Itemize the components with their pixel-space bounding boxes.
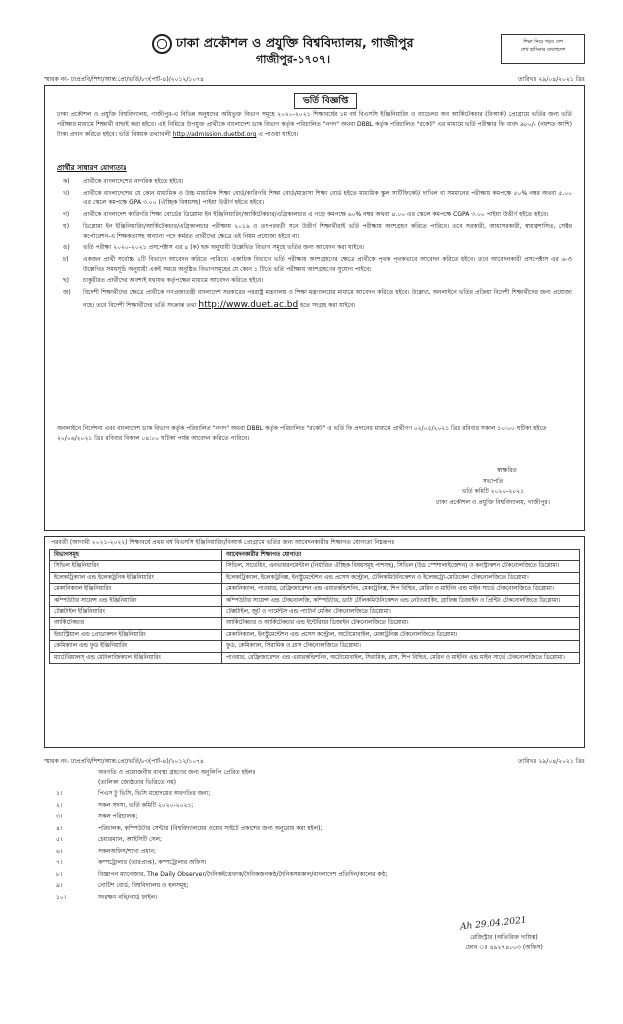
item-number: ৩।: [56, 813, 63, 821]
eligibility-item: [57, 189, 572, 208]
reference-line: [44, 76, 585, 84]
item-text: কম্পট্রোলার (ভারপ্রাপ্ত), কম্পট্রোলার অফিস।: [98, 859, 207, 867]
item-number: ৮।: [56, 870, 63, 878]
online-application-note: অনলাইনে নির্দেশনা এবং বাংলাদেশ ডাক বিভাগ কর্তৃক পরিচালিত "নগদ" অথবা DBBL কর্তৃক পরিচালিত "রকেট" এ ভর্তি ফি প্রদানের মাধ্যমে প্রার্থীগণ ০২/০৫/২০২১ খ্রিঃ রবিবার সকাল ১০:০০ ঘটিকা হইতে ২০/০৬/২০২১ খ্রিঃ রবিবার বিকাল ০৪:০০ ঘটিকা পর্যন্ত আবেদন করিতে পারিবে।: [57, 425, 547, 443]
list-item: [44, 871, 585, 883]
handwritten-signature: Ah 29.04.2021: [459, 915, 528, 933]
item-marker: ক): [63, 178, 70, 185]
intro-text: ঢাকা প্রকৌশল ও প্রযুক্তি বিশ্ববিদ্যালয়, গাজীপুর-এ বিভিন্ন অনুষদের অধিভুক্ত বিভাগ সমূহে ২০২০-২০২১ শিক্ষাবর্ষের ১ম বর্ষ বিএসসি ইঞ্জিনিয়ারিং ও ব্যাচেলর অব আর্কিটেকচার (বিআর্ক) প্রোগ্রামে ভর্তির জন্য ভর্তি পরীক্ষার মাধ্যমে শিক্ষার্থী বাছাই করা হইবে। এই নিমিত্তে উপযুক্ত প্রার্থীকে বাংলাদেশ ডাক বিভাগ কর্তৃক পরিচালিত "নগদ" অথবা DBBL কর্তৃক পরিচালিত "রকেট" এর মাধ্যমে ভর্তি পরীক্ষার ফি বাবদ ৯৮০/- (নয়শত আশি) টাকা প্রদান করিতে হইবে। ভর্তি বিষয়ক তথ্যাবলী: [57, 111, 572, 139]
eligibility-heading: প্রার্থীর সাধারণ যোগ্যতাঃ: [57, 164, 127, 172]
list-item: [44, 802, 585, 814]
committee-signature-block: [413, 466, 573, 508]
table-row: [50, 595, 580, 606]
item-text: সকলঅফিস/শাখা প্রধান;: [98, 847, 156, 855]
item-number: ২।: [56, 801, 63, 809]
item-text: একজন প্রার্থী সর্বোচ্চ ২টি বিভাগে আবেদন করিতে পারিবে। একাধিক বিভাগে ভর্তি পরীক্ষায় অংশগ্রহণের ক্ষেত্রে প্রার্থীকে পৃথক পৃথকভাবে আবেদন করিতে হইবে। তবে আবেদনকারী প্রসপেক্টাস এর ৬-ও উল্লেখিত সময়সূচি অনুযায়ী একই সময়ে অনুষ্ঠিত বিভাগসমূহের যে কোন ১ টিতে ভর্তি পরীক্ষায় অংশগ্রহণের সুযোগ পাইবে।: [83, 256, 572, 273]
item-marker: গ): [63, 211, 70, 219]
item-number: ৭।: [56, 859, 63, 867]
list-item: [44, 836, 585, 848]
table-intro: পরবর্তী (আগামী ২০২১-২০২২) শিক্ষাবর্ষে প্রথম বর্ষ বিএসসি ইঞ্জিনিয়ারিং/বিআর্ক প্রোগ্রামে ভর্তির জন্য আবেদনকারীর শিক্ষাগত যোগ্যতা নিম্নরূপঃ: [51, 539, 395, 546]
qualification-cell: কম্পিউটার সায়েন্স এন্ড টেকনোলজি, কম্পিউটার, ডাটা টেলিকমিউনিকেশন এন্ড নেটওয়ার্কিং, গ্রাফিক্স ডিজাইন ও প্রিন্টিং টেকনোলজিতে ডিপ্লোমা।: [222, 595, 580, 606]
chair-label: সভাপতি: [482, 477, 504, 485]
reference-number: স্মারক নং- ঢাপ্রপ্রবি/শিশা/আন্ত:প্রো/ভর্তি/৮৩(পার্ট-৪)/২০১২/১০৭৪: [44, 76, 204, 83]
eligibility-item: [57, 276, 572, 286]
item-number: ১০।: [56, 893, 66, 901]
item-text: বিদেশী শিক্ষার্থীদের ক্ষেত্রে প্রার্থীকে গণপ্রজাতন্ত্রী বাংলাদেশ সরকারের পররাষ্ট্র মন্ত্রণালয় ও শিক্ষা মন্ত্রণালয়ের মাধ্যমে আবেদন করিতে হইবে। উল্লেখ্য, অনলাইনে ভর্তির প্রক্রিয়া বিদেশী শিক্ষার্থীদের জন্য প্রযোজ্য নহে। তবে বিদেশী শিক্ষার্থীদের ভর্তি সংক্রান্ত তথ্য: [83, 289, 572, 309]
department-cell: মেকানিক্যাল ইঞ্জিনিয়ারিং: [50, 584, 222, 595]
department-cell: ইলেকট্রিক্যাল এন্ড ইলেকট্রনিক ইঞ্জিনিয়ারিং: [50, 572, 222, 583]
qualification-cell: ইলেকট্রিক্যাল, ইলেকট্রনিক্স, ইনস্ট্রুমেন্টেশন এন্ড প্রসেস কন্ট্রোল, টেলিকমিউনিকেশন ও ইলেকট্রো-মেডিকেল টেকনোলজিতে ডিপ্লোমা।: [222, 572, 580, 583]
registrar-block: [444, 933, 564, 952]
distribution-section: [44, 758, 585, 951]
qualification-table: [49, 549, 580, 664]
registrar-phone: ফোন ঃ ৪৯২৭৪০০৩ (অফিস): [465, 943, 543, 951]
eligibility-item: [57, 222, 572, 241]
notice-intro: [57, 110, 572, 141]
motto-line-1: শিক্ষা নিয়ে গড়ব দেশ: [523, 40, 563, 45]
eligibility-list: [57, 177, 572, 314]
reference-date: তারিখঃ ২৯/০৪/২০২১ খ্রিঃ: [518, 76, 585, 83]
eligibility-item: [57, 255, 572, 274]
item-marker: ঙ): [63, 244, 70, 252]
item-text: সকল সদস্য, ভর্তি কমিটি ২০২০-২০২১;: [98, 801, 194, 809]
list-item: [44, 790, 585, 802]
qualification-cell: আর্কিটেকচার ও আর্কিটেকচার এন্ড ইন্টেরিয়র ডিজাইন টেকনোলজিতে ডিপ্লোমা।: [222, 618, 580, 629]
department-cell: কম্পিউটার সায়েন্স এন্ড ইঞ্জিনিয়ারিং: [50, 595, 222, 606]
item-text: প্রার্থীকে বাংলাদেশ কারিগরি শিক্ষা বোর্ডের ডিপ্লোমা ইন ইঞ্জিনিয়ারিং/আর্কিটেকচার/এগ্রিকালচার এ গড়ে কমপক্ষে ৬০% নম্বর অথবা ৪.০০ এর স্কেলে কমপক্ষে CGPA ৩.০০ পাইয়া উত্তীর্ণ হইতে হইবে।: [83, 211, 549, 219]
distribution-reference-number: স্মারক নং- ঢাপ্রপ্রবি/শিশা/আন্ত:প্রো/ভর্তি/৮৩(পার্ট-৪)/২০১২/১০৭৪: [44, 758, 204, 765]
letterhead: [44, 0, 585, 70]
table-row: [50, 572, 580, 583]
qualification-cell: টেক্সটাইল, জুট ও গার্মেন্টস এন্ড প্যাটার্ন মেকিং টেকনোলজিতে ডিপ্লোমা।: [222, 607, 580, 618]
institution-label: ঢাকা প্রকৌশল ও প্রযুক্তি বিশ্ববিদ্যালয়, গাজীপুর।: [436, 498, 550, 506]
motto-box: [501, 34, 585, 64]
table-row: [50, 641, 580, 652]
admission-link[interactable]: http://admission.duetbd.org: [172, 131, 257, 139]
qualification-cell: সিভিল, সার্ভেয়িং, এনভায়রনমেন্টাল (নির্ধারিত ঐচ্ছিক বিষয়সমূহ পাশসহ), সিভিল (উড স্পেশালাইজেশন) ও কনস্ট্রাকশন টেকনোলজিতে ডিপ্লোমা।: [222, 561, 580, 572]
department-cell: ইন্ডাস্ট্রিয়াল এন্ড প্রোডাকশন ইঞ্জিনিয়ারিং: [50, 629, 222, 640]
distribution-line-1: অবগতি ও প্রয়োজনীয় ব্যবস্থা গ্রহণের জন্য অনুলিপি প্রেরিত হইলঃ: [98, 769, 256, 777]
table-row: [50, 618, 580, 629]
committee-label: ভর্তি কমিটি ২০২০-২০২১: [461, 488, 525, 495]
notice-title: ভর্তি বিজ্ঞপ্তি: [294, 93, 357, 109]
department-cell: টেক্সটাইল ইঞ্জিনিয়ারিং: [50, 607, 222, 618]
list-item: [44, 813, 585, 825]
eligibility-item: [57, 210, 572, 220]
item-text: প্রার্থীকে বাংলাদেশের নাগরিক হইতে হইবে।: [83, 178, 184, 185]
duet-website-link[interactable]: http://www.duet.ac.bd: [198, 299, 299, 310]
motto-line-2: শেখ হাসিনার বাংলাদেশ: [520, 47, 566, 53]
item-number: ১।: [56, 790, 63, 798]
qualification-cell: পাওয়ার, রেফ্রিজারেশন এন্ড এয়ারকন্ডিশনিং, অটোমোবাইল, সিরামিক, গ্লাস, শিপ বিল্ডিং, মেরিন ও মাইনিং এন্ড মাইন সার্ভে টেকনোলজিতে ডিপ্লোমা।: [222, 652, 580, 663]
signature-date: 29.04.2021: [474, 915, 528, 931]
item-marker: খ): [63, 189, 70, 197]
item-text: প্রার্থীকে বাংলাদেশের যে কোন মাধ্যমিক ও উচ্চ মাধ্যমিক শিক্ষা বোর্ড/কারিগরি শিক্ষা বোর্ড/মাদ্রাসা শিক্ষা বোর্ড হইতে মাধ্যমিক স্কুল সার্টিফিকেট/ দাখিল বা সমমানের পরীক্ষায় কমপক্ষে ৫০% নম্বর অথবা ৫.০০ এর স্কেলে কমপক্ষে GPA ৩.০০ (ঐচ্ছিক বিষয়সহ) পাইয়া উত্তীর্ণ হইতে হইবে।: [83, 189, 572, 207]
list-item: [44, 882, 585, 894]
department-cell: সিভিল ইঞ্জিনিয়ারিং: [50, 561, 222, 572]
distribution-line-2: (তালিকা জ্যেষ্ঠতার ভিত্তিতে নয়): [98, 778, 176, 786]
admission-notice: [44, 85, 585, 531]
column-header-qualification: আবেদনকারীর শিক্ষাগত যোগ্যতা: [222, 550, 580, 561]
intro-text-end: এ পাওয়া যাইবে।: [258, 131, 299, 139]
item-text: চেয়ারম্যান, আইসিটি সেল;: [98, 836, 163, 844]
qualification-cell: ফুড, কেমিক্যাল, সিরামিক ও গ্লাস টেকনোলজিতে ডিপ্লোমা।: [222, 641, 580, 652]
eligibility-item: [57, 288, 572, 312]
item-text: ভর্তি পরীক্ষা ২০২০-২০২১ প্রসপেক্টাস এর ৪ (ক) ছক অনুযায়ী উল্লেখিত বিভাগ সমূহে ভর্তির জন্য আবেদন করা যাইবে।: [83, 244, 365, 252]
university-logo-icon: [152, 34, 172, 54]
item-marker: চ): [63, 256, 69, 264]
item-text: নোটিশ বোর্ড, বিশ্ববিদ্যালয় ও হলসমূহ;: [98, 882, 189, 890]
department-cell: কেমিক্যাল এন্ড ফুড ইঞ্জিনিয়ারিং: [50, 641, 222, 652]
list-item: [44, 859, 585, 871]
item-number: ৬।: [56, 847, 63, 855]
item-text: সংরক্ষণ নথি/গার্ড ফাইল।: [98, 893, 158, 901]
distribution-intro: [44, 768, 585, 787]
item-text: পরিচালক, কম্পিউটার সেন্টার (বিশ্ববিদ্যালয়ের ওয়েব সাইটে প্রকাশের জন্য অনুরোধ করা হইল);: [98, 824, 323, 832]
qualification-table-section: [44, 536, 585, 748]
registrar-title: রেজিস্ট্রার (অতিরিক্ত দায়িত্ব): [470, 934, 538, 941]
distribution-date: তারিখঃ ২৯/০৪/২০২১ খ্রিঃ: [518, 758, 585, 765]
table-row: [50, 629, 580, 640]
item-marker: ঘ): [63, 222, 70, 230]
qualification-cell: মেকানিক্যাল, ইনস্ট্রুমেন্টেশন এন্ড প্রসেস কন্ট্রোল, অটোমোবাইল, মেকাট্রনিক্স টেকনোলজিতে ডিপ্লোমা।: [222, 629, 580, 640]
distribution-reference-line: [44, 758, 585, 766]
item-number: ৫।: [56, 836, 63, 844]
table-row: [50, 652, 580, 663]
university-city: গাজীপুর-১৭০৭।: [256, 53, 330, 66]
department-cell: ম্যাটেরিয়ালস্‌ এন্ড মেটালার্জিক্যাল ইঞ্জিনিয়ারিং: [50, 652, 222, 663]
qualification-cell: মেকানিক্যাল, পাওয়ার, রেফ্রিজারেশন এন্ড এয়ারকন্ডিশনিং, মেকাট্রনিক্স, শিপ বিল্ডিং, মেরিন ও মাইনিং এন্ড মাইন সার্ভে টেকনোলজিতে ডিপ্লোমা।: [222, 584, 580, 595]
item-text: বিজ্ঞাপন ম্যানেজার, The Daily Observer/দৈনিকইত্তেফাক/দৈনিকজনকণ্ঠ/দৈনিকসমকাল/বাংলাদেশ প্রতিদিন/কালের কণ্ঠ;: [98, 870, 388, 878]
signed-label: স্বাক্ষরিত: [497, 467, 517, 474]
list-item: [44, 848, 585, 860]
item-text: চাকুরীরত প্রার্থীদের অবশ্যই যথাযথ কর্তৃপক্ষের মাধ্যমে আবেদন করিতে হইবে।: [83, 277, 264, 285]
list-item: [44, 894, 585, 906]
university-name: ঢাকা প্রকৌশল ও প্রযুক্তি বিশ্ববিদ্যালয়, গাজীপুর: [176, 35, 414, 50]
item-number: ৯।: [56, 882, 63, 890]
item-text-tail: হতে সংগ্রহ করা যাইবে।: [300, 301, 356, 309]
table-row: [50, 561, 580, 572]
item-text: সকল পরিচালক;: [98, 813, 138, 821]
item-number: ৪।: [56, 824, 63, 832]
table-row: [50, 607, 580, 618]
item-marker: জ): [63, 289, 71, 297]
column-header-department: বিভাগসমূহ: [50, 550, 222, 561]
item-text: পিএস টু ভিসি, ভিসি মহোদয়ের অবগতির জন্য;: [98, 790, 211, 798]
table-row: [50, 584, 580, 595]
item-marker: ছ): [63, 277, 69, 285]
distribution-list: [44, 790, 585, 905]
department-cell: আর্কিটেকচার: [50, 618, 222, 629]
list-item: [44, 825, 585, 837]
table-header-row: [50, 550, 580, 561]
eligibility-item: [57, 177, 572, 187]
item-text: ডিপ্লোমা ইন ইঞ্জিনিয়ারিং/আর্কিটেকচার/এগ্রিকালচার পরীক্ষায় ২০১৯ ও তৎপরবর্তী সনে উত্তীর্ণ শিক্ষার্থীরাই ভর্তি পরীক্ষায় অংশগ্রহণ করিতে পারিবে। তবে সরকারী, আধাসরকারী, স্বায়ত্বশাসিত, সেক্টর কর্পোরেশন-এ শিক্ষকতাসহ অন্যান্য পদে কর্মরত প্রার্থীদের ক্ষেত্রে এই নিয়ম প্রযোজ্য হইবে না।: [83, 222, 572, 240]
eligibility-item: [57, 243, 572, 253]
